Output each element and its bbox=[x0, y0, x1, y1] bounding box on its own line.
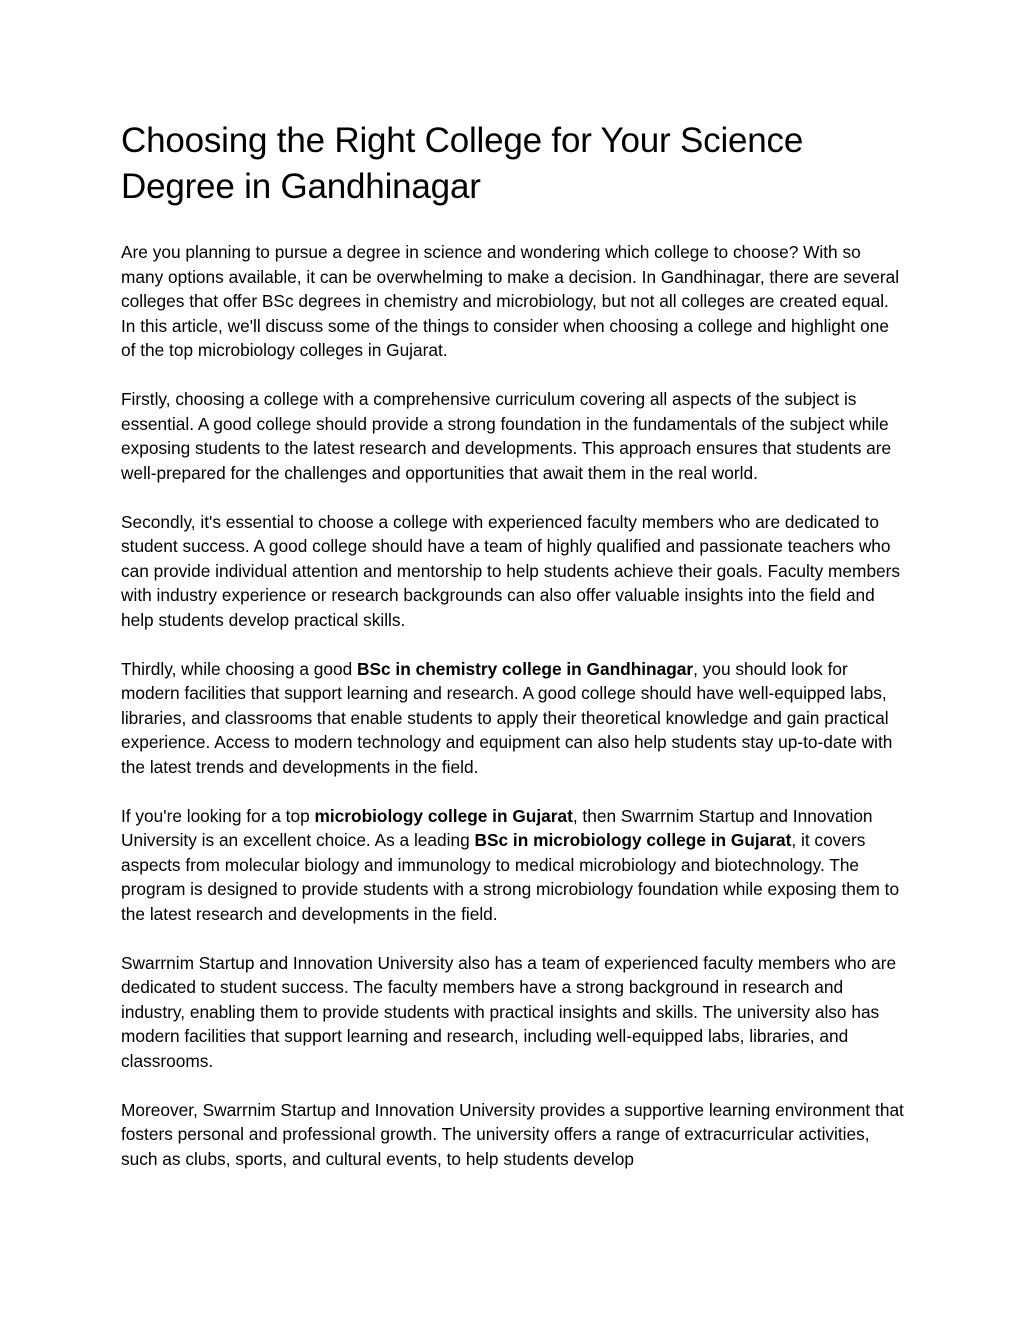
page-title: Choosing the Right College for Your Science Degree in Gandhinagar bbox=[121, 121, 804, 206]
facilities-text-start: Thirdly, while choosing a good bbox=[121, 658, 357, 679]
chemistry-college-keyword: BSc in chemistry college in Gandhinagar bbox=[357, 658, 694, 679]
university-faculty-paragraph: Swarrnim Startup and Innovation University also has a team of experienced faculty members who are dedicated to student success. The faculty members have a strong background in research and industry, enabling them to provide students with practical insights and skills. The university also has modern facilities that support learning and research, including well-equipped labs, libraries, and classrooms. bbox=[121, 952, 897, 1071]
university-text-middle: , then Swarrnim Startup and Innovation University is an excellent choice. As a leading bbox=[121, 805, 873, 850]
faculty-paragraph: Secondly, it's essential to choose a college with experienced faculty members who are dedicated to student success. A good college should have a team of highly qualified and passionate teachers who can provide individual attention and mentorship to help students achieve their goals. Faculty members with industry experience or research backgrounds can also offer valuable insights into the field and help students develop practical skills. bbox=[121, 511, 901, 630]
environment-paragraph: Moreover, Swarrnim Startup and Innovation University provides a supportive learning environment that fosters personal and professional growth. The university offers a range of extracurricular activities, such as clubs, sports, and cultural events, to help students develop bbox=[121, 1099, 904, 1169]
curriculum-paragraph: Firstly, choosing a college with a comprehensive curriculum covering all aspects of the subject is essential. A good college should provide a strong foundation in the fundamentals of the subject while exposing students to the latest research and developments. This approach ensures that students are well-prepared for the challenges and opportunities that await them in the real world. bbox=[121, 389, 892, 483]
university-text-start: If you're looking for a top bbox=[121, 805, 315, 826]
facilities-paragraph bbox=[121, 657, 906, 780]
intro-paragraph: Are you planning to pursue a degree in science and wondering which college to choose? With so many options available, it can be overwhelming to make a decision. In Gandhinagar, there are several colleges that offer BSc degrees in chemistry and microbiology, but not all colleges are created equal. In this article, we'll discuss some of the things to consider when choosing a college and highlight one of the top microbiology colleges in Gujarat. bbox=[121, 242, 900, 360]
microbiology-college-keyword: microbiology college in Gujarat bbox=[314, 805, 573, 826]
facilities-text-end: , you should look for modern facilities that support learning and research. A good college should have well-equipped labs, libraries, and classrooms that enable students to apply their theoretical knowledge and gain practical experience. Access to modern technology and equipment can also help students stay up-to-date with the latest trends and developments in the field. bbox=[121, 658, 893, 777]
university-paragraph bbox=[121, 804, 906, 927]
document-page bbox=[121, 118, 906, 1171]
bsc-microbiology-keyword: BSc in microbiology college in Gujarat bbox=[474, 830, 792, 850]
university-text-end: , it covers aspects from molecular biology and immunology to medical microbiology and biotechnology. The program is designed to provide students with a strong microbiology foundation while exposing them to the latest research and developments in the field. bbox=[121, 830, 900, 924]
